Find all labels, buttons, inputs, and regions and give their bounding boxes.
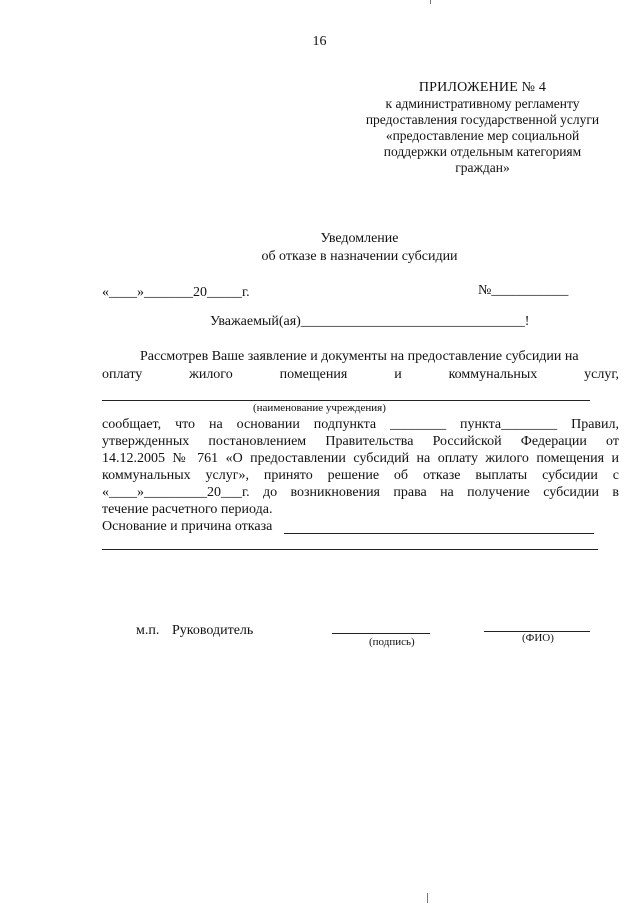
body-line: оплату жилого помещения и коммунальных услуг, — [102, 367, 619, 382]
appendix-block — [330, 80, 635, 176]
appendix-line: «предоставление мер социальной — [385, 128, 580, 143]
appendix-title: ПРИЛОЖЕНИЕ № 4 — [418, 80, 547, 95]
page-number: 16 — [312, 34, 327, 49]
appendix-line: к административному регламенту — [385, 96, 580, 111]
scan-mark — [427, 893, 428, 903]
greeting: Уважаемый(ая)________________________________! — [210, 314, 530, 329]
body-line: течение расчетного периода. — [102, 502, 273, 517]
signature-underline — [332, 633, 430, 634]
scan-mark — [430, 0, 431, 4]
institution-caption: (наименование учреждения) — [253, 402, 386, 414]
reason-underline — [284, 533, 594, 534]
body-line: «____»_________20___г. до возникновения права на получение субсидии в — [102, 485, 619, 500]
institution-underline — [102, 400, 590, 401]
body-line: коммунальных услуг», принято решение об отказе выплаты субсидии с — [102, 468, 619, 483]
appendix-line: поддержки отдельным категориям — [383, 144, 582, 159]
reason-label: Основание и причина отказа — [102, 519, 273, 534]
signature-caption: (подпись) — [369, 636, 415, 648]
body-line: сообщает, что на основании подпункта ________ пункта________ Правил, — [102, 417, 619, 432]
name-caption: (ФИО) — [522, 632, 554, 644]
body-line: 14.12.2005 № 761 «О предоставлении субсидий на оплату жилого помещения и — [102, 451, 619, 466]
head-label: Руководитель — [172, 623, 254, 638]
document-title — [0, 230, 639, 266]
body-line: Рассмотрев Ваше заявление и документы на предоставление субсидии на — [140, 349, 579, 364]
number-field: №___________ — [478, 283, 569, 298]
date-field: «____»_______20_____г. — [102, 285, 250, 300]
document-title-line1: Уведомление — [320, 231, 399, 246]
body-line: утвержденных постановлением Правительства Российской Федерации от — [102, 434, 619, 449]
appendix-line: граждан» — [455, 160, 510, 175]
reason-underline-2 — [102, 549, 598, 550]
document-title-line2: об отказе в назначении субсидии — [261, 249, 458, 264]
stamp-label: м.п. — [136, 623, 160, 638]
appendix-line: предоставления государственной услуги — [365, 112, 600, 127]
